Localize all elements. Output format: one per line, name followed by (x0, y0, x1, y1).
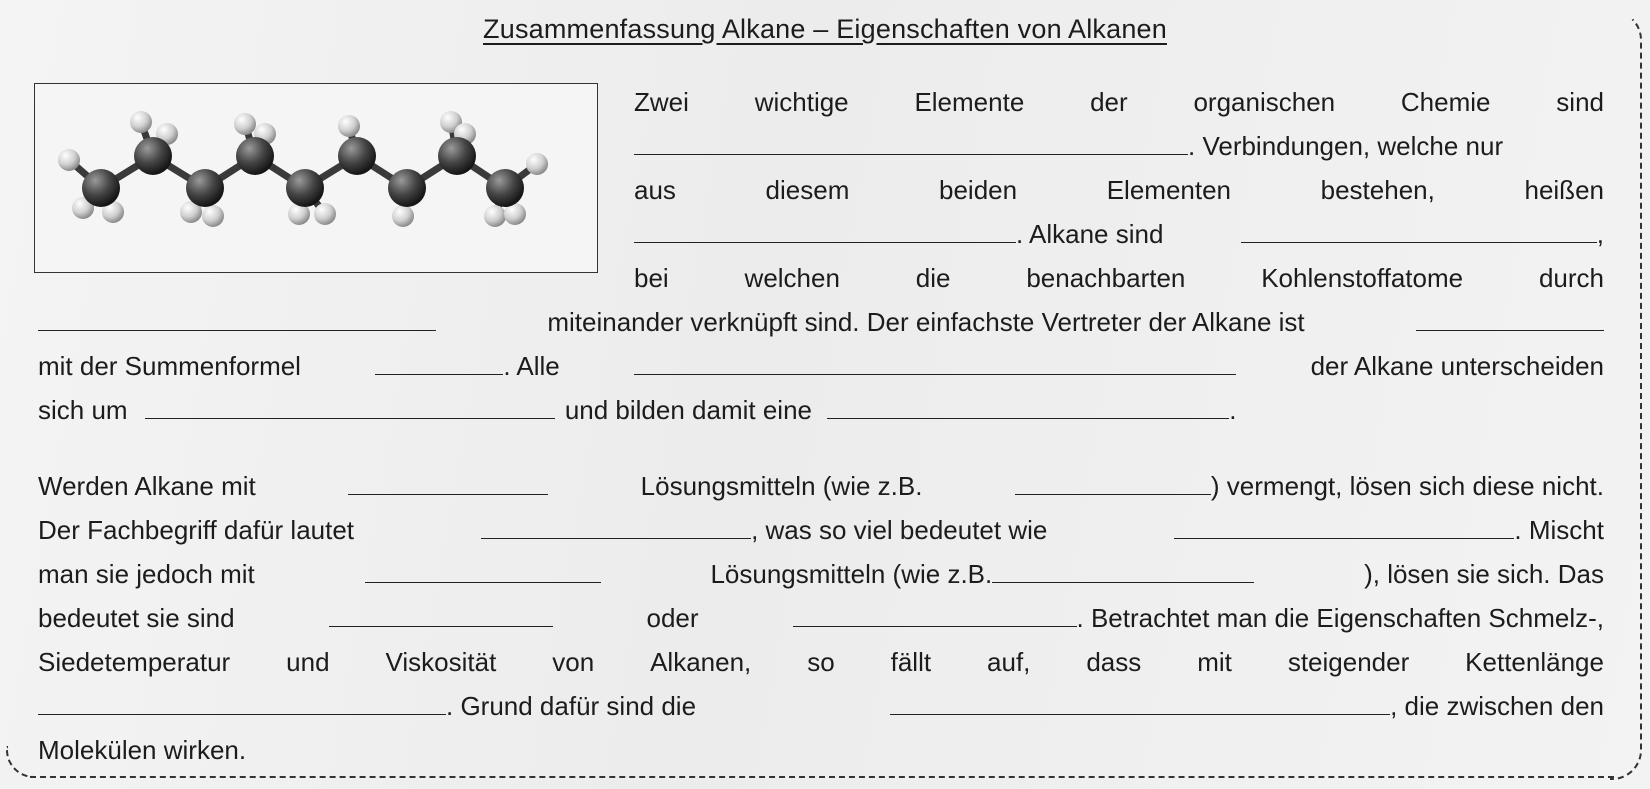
fill-in-blank[interactable] (145, 398, 555, 419)
text-line-8: sich um und bilden damit eine . (38, 395, 1237, 425)
paragraph-2 (38, 464, 1604, 772)
molecule-image-frame (34, 83, 598, 273)
fill-in-blank[interactable] (793, 606, 1077, 627)
text-line-6: miteinander verknüpft sind. Der einfachste Vertreter der Alkane ist (38, 300, 1604, 344)
text-line-14: . Grund dafür sind die , die zwischen den (38, 684, 1604, 728)
text-line-13: Siedetemperatur und Viskosität von Alkanen, so fällt auf, dass mit steigender Kettenlänge (38, 647, 1604, 677)
fill-in-blank[interactable] (38, 310, 436, 331)
text-line-10: Der Fachbegriff dafür lautet , was so viel bedeutet wie . Mischt (38, 515, 1604, 545)
fill-in-blank[interactable] (1241, 222, 1597, 243)
fill-in-blank[interactable] (827, 398, 1229, 419)
paragraph-1-full (38, 300, 1604, 432)
fill-in-blank[interactable] (38, 694, 446, 715)
fill-in-blank[interactable] (634, 222, 1016, 243)
paragraph-1-right (634, 80, 1604, 300)
dashed-border-corner (6, 746, 36, 778)
text-line-5: bei welchen die benachbarten Kohlenstoffatome durch (634, 263, 1604, 293)
fill-in-blank[interactable] (375, 354, 503, 375)
text-line-15: Molekülen wirken. (38, 735, 247, 765)
fill-in-blank[interactable] (481, 518, 751, 539)
fill-in-blank[interactable] (1416, 310, 1604, 331)
fill-in-blank[interactable] (634, 134, 1188, 155)
dashed-border-right (1610, 10, 1642, 780)
text-line-9: Werden Alkane mit Lösungsmitteln (wie z.B. ) vermengt, lösen sich diese nicht. (38, 471, 1604, 501)
text-line-11: man sie jedoch mit Lösungsmitteln (wie z.B. ), lösen sie sich. Das (38, 559, 1604, 589)
text-line-4: . Alkane sind , (634, 212, 1604, 256)
fill-in-blank[interactable] (992, 562, 1254, 583)
fill-in-blank[interactable] (365, 562, 601, 583)
fill-in-blank[interactable] (1174, 518, 1514, 539)
text-line-7: mit der Summenformel . Alle der Alkane unterscheiden (38, 351, 1604, 381)
fill-in-blank[interactable] (634, 354, 1236, 375)
octane-ball-and-stick-image (35, 84, 596, 271)
fill-in-blank[interactable] (890, 694, 1390, 715)
fill-in-blank[interactable] (329, 606, 553, 627)
text-line-3: aus diesem beiden Elementen bestehen, heißen (634, 175, 1604, 205)
text-line-2: . Verbindungen, welche nur (634, 124, 1604, 168)
fill-in-blank[interactable] (1015, 474, 1211, 495)
text-line-1: Zwei wichtige Elemente der organischen Chemie sind (634, 87, 1604, 117)
worksheet-title: Zusammenfassung Alkane – Eigenschaften von Alkanen (483, 14, 1167, 44)
dashed-border-bottom (30, 776, 1614, 778)
fill-in-blank[interactable] (348, 474, 548, 495)
text-line-12: bedeutet sie sind oder . Betrachtet man die Eigenschaften Schmelz-, (38, 603, 1604, 633)
